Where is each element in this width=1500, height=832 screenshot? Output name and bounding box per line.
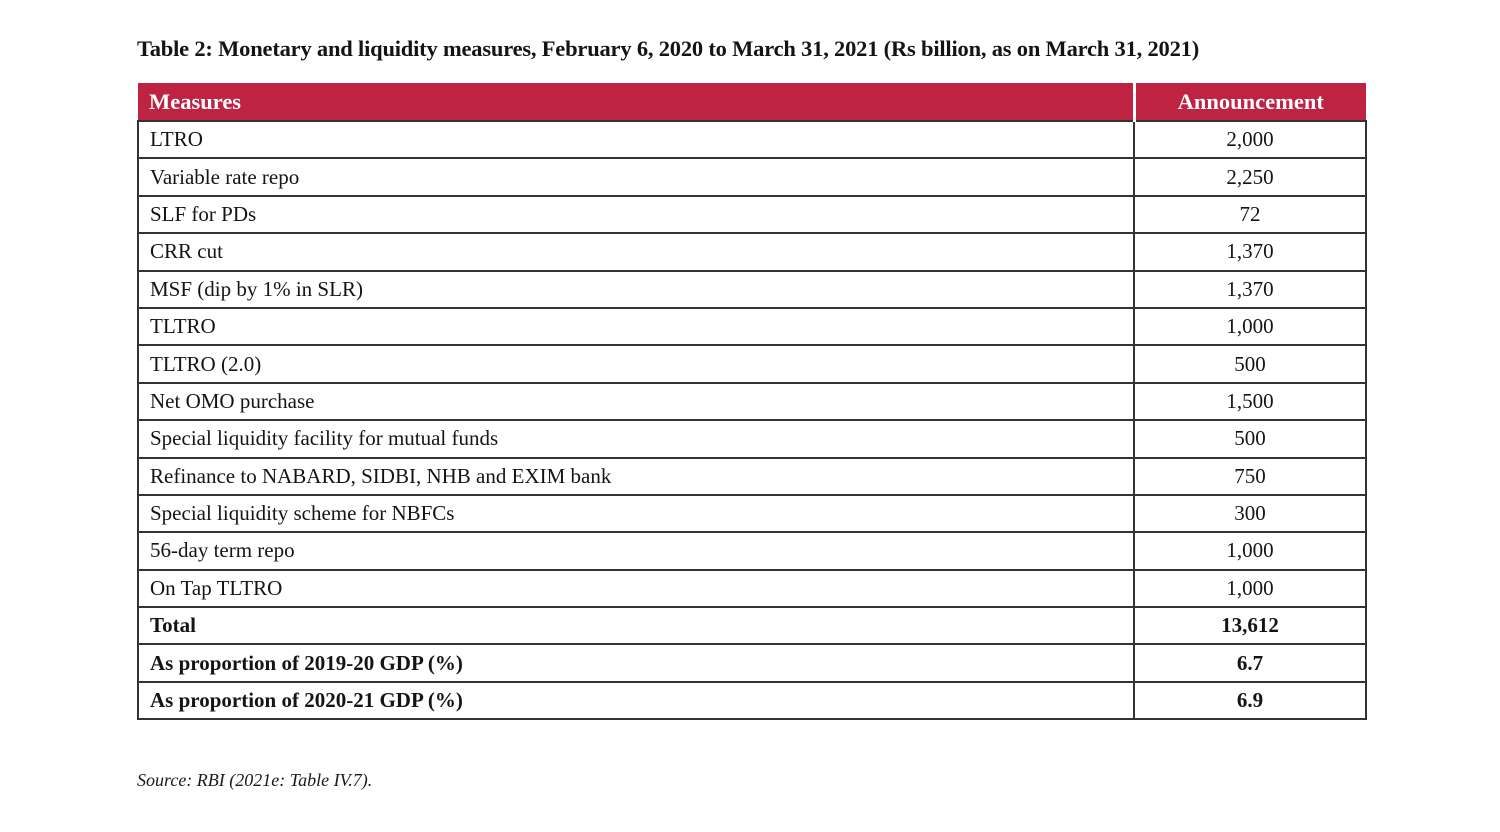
announcement-cell: 6.7 <box>1134 644 1366 681</box>
table-row <box>138 121 1366 158</box>
table-row <box>138 271 1366 308</box>
announcement-cell: 1,370 <box>1134 233 1366 270</box>
table-title: Table 2: Monetary and liquidity measures, February 6, 2020 to March 31, 2021 (Rs billion, as on March 31, 2021) <box>137 36 1199 61</box>
table-row <box>138 607 1366 644</box>
monetary-measures-table-wrap <box>137 83 1365 720</box>
announcement-cell: 6.9 <box>1134 682 1366 719</box>
table-row <box>138 532 1366 569</box>
measure-cell: TLTRO (2.0) <box>138 345 1134 382</box>
table-row <box>138 233 1366 270</box>
measure-cell: LTRO <box>138 121 1134 158</box>
table-row <box>138 458 1366 495</box>
table-row <box>138 383 1366 420</box>
table-row <box>138 158 1366 195</box>
announcement-cell: 13,612 <box>1134 607 1366 644</box>
table-row <box>138 420 1366 457</box>
measure-cell: Variable rate repo <box>138 158 1134 195</box>
measure-cell: Refinance to NABARD, SIDBI, NHB and EXIM bank <box>138 458 1134 495</box>
announcement-cell: 1,000 <box>1134 570 1366 607</box>
measure-cell: Special liquidity scheme for NBFCs <box>138 495 1134 532</box>
measure-cell: SLF for PDs <box>138 196 1134 233</box>
source-note: Source: RBI (2021e: Table IV.7). <box>137 770 373 790</box>
announcement-cell: 1,000 <box>1134 308 1366 345</box>
announcement-cell: 750 <box>1134 458 1366 495</box>
table-body <box>138 121 1366 719</box>
table-row <box>138 644 1366 681</box>
measure-cell: Total <box>138 607 1134 644</box>
monetary-measures-table <box>137 83 1367 720</box>
announcement-cell: 72 <box>1134 196 1366 233</box>
announcement-cell: 1,370 <box>1134 271 1366 308</box>
announcement-cell: 2,250 <box>1134 158 1366 195</box>
table-header <box>138 83 1366 121</box>
measure-cell: Special liquidity facility for mutual funds <box>138 420 1134 457</box>
announcement-cell: 2,000 <box>1134 121 1366 158</box>
measure-cell: Net OMO purchase <box>138 383 1134 420</box>
table-row <box>138 345 1366 382</box>
measure-cell: As proportion of 2020-21 GDP (%) <box>138 682 1134 719</box>
announcement-cell: 1,000 <box>1134 532 1366 569</box>
announcement-cell: 300 <box>1134 495 1366 532</box>
announcement-cell: 500 <box>1134 420 1366 457</box>
announcement-cell: 1,500 <box>1134 383 1366 420</box>
measure-cell: On Tap TLTRO <box>138 570 1134 607</box>
table-row <box>138 196 1366 233</box>
column-header-announcement: Announcement <box>1134 83 1366 121</box>
announcement-cell: 500 <box>1134 345 1366 382</box>
table-header-row <box>138 83 1366 121</box>
measure-cell: As proportion of 2019-20 GDP (%) <box>138 644 1134 681</box>
table-row <box>138 495 1366 532</box>
measure-cell: CRR cut <box>138 233 1134 270</box>
column-header-measures: Measures <box>138 83 1134 121</box>
measure-cell: MSF (dip by 1% in SLR) <box>138 271 1134 308</box>
measure-cell: 56-day term repo <box>138 532 1134 569</box>
measure-cell: TLTRO <box>138 308 1134 345</box>
table-row <box>138 308 1366 345</box>
table-row <box>138 570 1366 607</box>
table-row <box>138 682 1366 719</box>
